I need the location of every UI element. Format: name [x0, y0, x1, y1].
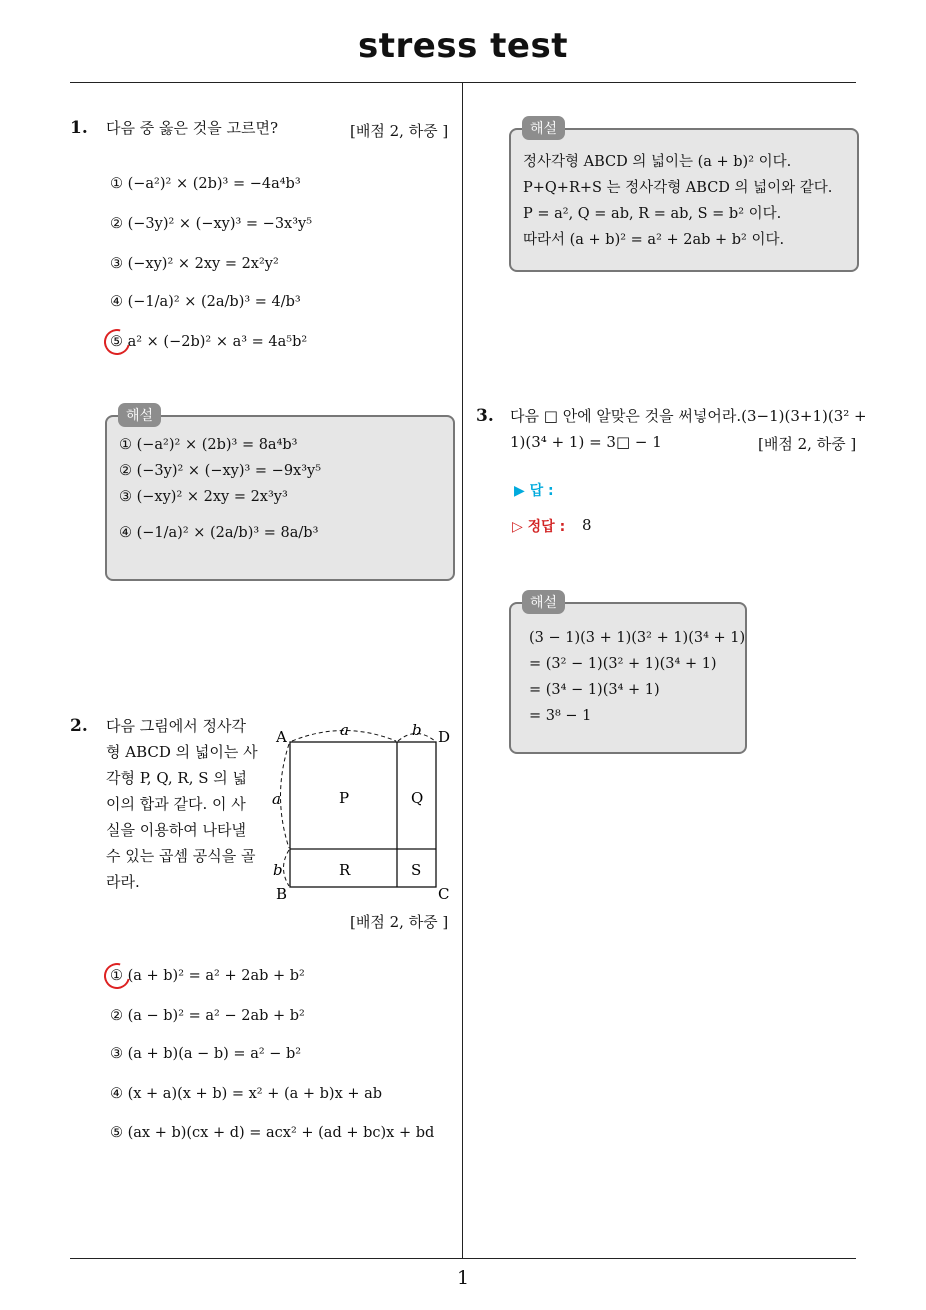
q2-number: 2. [70, 716, 88, 736]
label-S: S [411, 861, 422, 879]
q1-text: 다음 중 옳은 것을 고르면? [106, 119, 279, 137]
q2-option-5[interactable]: ⑤ (ax + b)(cx + d) = acx² + (ad + bc)x + bd [110, 1125, 435, 1141]
q3-answer-label: ▶ 답 : [514, 483, 554, 499]
q2-text-line: 각형 P, Q, R, S 의 넓 [106, 769, 248, 787]
q1-solution-line-3: ③ (−xy)² × 2xy = 2x³y³ [119, 489, 288, 505]
q2-text-line: 수 있는 곱셈 공식을 골 [106, 847, 256, 865]
label-Q: Q [411, 789, 424, 807]
q3-text-line-2: 1)(3⁴ + 1) = 3□ − 1 [510, 433, 662, 451]
q2-text-line: 이의 합과 같다. 이 사 [106, 795, 246, 813]
footer-rule [70, 1258, 856, 1259]
q3-solution-tag: 해설 [522, 590, 565, 614]
brace-b-left [284, 850, 290, 886]
q1-option-2[interactable]: ② (−3y)² × (−xy)³ = −3x³y⁵ [110, 216, 313, 232]
q2-meta: [배점 2, 하중 ] [350, 913, 449, 931]
q3-text-line-1: 다음 □ 안에 알맞은 것을 써넣어라.(3−1)(3+1)(3² + [510, 407, 867, 425]
q3-solution-line-1: (3 − 1)(3 + 1)(3² + 1)(3⁴ + 1) [529, 630, 746, 646]
q2-square-figure [270, 718, 460, 904]
q2-option-1[interactable]: ① (a + b)² = a² + 2ab + b² [110, 968, 305, 984]
q1-solution-line-4: ④ (−1/a)² × (2a/b)³ = 8a/b³ [119, 525, 319, 541]
q1-selected-mark [99, 324, 135, 360]
q1-solution-line-2: ② (−3y)² × (−xy)³ = −9x³y⁵ [119, 463, 322, 479]
q1-meta: [배점 2, 하중 ] [350, 122, 449, 140]
q2-solution-line-3: P = a², Q = ab, R = ab, S = b² 이다. [523, 206, 782, 222]
label-D: D [438, 728, 451, 746]
label-P: P [339, 789, 350, 807]
q3-correct-value: 8 [582, 516, 592, 534]
label-B: B [276, 885, 288, 903]
label-A: A [276, 728, 287, 746]
label-b-top: b [412, 721, 422, 739]
q1-solution-tag: 해설 [118, 403, 161, 427]
page-number: 1 [456, 1267, 470, 1289]
q2-solution-line-4: 따라서 (a + b)² = a² + 2ab + b² 이다. [523, 232, 785, 248]
q2-selected-mark [99, 958, 135, 994]
header-rule [70, 82, 856, 83]
column-divider [462, 83, 463, 1259]
q2-text [106, 713, 266, 895]
brace-a-left [281, 744, 290, 848]
q2-solution-box [509, 128, 859, 272]
label-R: R [339, 861, 351, 879]
q3-number: 3. [476, 406, 494, 426]
q1-option-4[interactable]: ④ (−1/a)² × (2a/b)³ = 4/b³ [110, 294, 301, 310]
q2-solution-line-1: 정사각형 ABCD 의 넓이는 (a + b)² 이다. [523, 154, 792, 170]
q2-text-line: 다음 그림에서 정사각 [106, 717, 246, 735]
q2-text-line: 형 ABCD 의 넓이는 사 [106, 743, 258, 761]
q3-solution-line-4: = 3⁸ − 1 [529, 708, 592, 724]
q2-option-4[interactable]: ④ (x + a)(x + b) = x² + (a + b)x + ab [110, 1086, 383, 1102]
q1-option-5[interactable]: ⑤ a² × (−2b)² × a³ = 4a⁵b² [110, 334, 308, 350]
q3-correct-label: ▷ 정답 : [512, 519, 566, 535]
q1-option-1[interactable]: ① (−a²)² × (2b)³ = −4a⁴b³ [110, 176, 301, 192]
q2-option-3[interactable]: ③ (a + b)(a − b) = a² − b² [110, 1046, 302, 1062]
q1-number: 1. [70, 118, 88, 138]
q2-option-2[interactable]: ② (a − b)² = a² − 2ab + b² [110, 1008, 305, 1024]
q3-solution-box [509, 602, 747, 754]
q2-text-line: 실을 이용하여 나타낼 [106, 821, 246, 839]
label-a-top: a [340, 721, 349, 739]
q3-solution-line-2: = (3² − 1)(3² + 1)(3⁴ + 1) [529, 656, 717, 672]
q3-solution-line-3: = (3⁴ − 1)(3⁴ + 1) [529, 682, 660, 698]
label-b-left: b [273, 861, 283, 879]
q1-solution-box [105, 415, 455, 581]
q3-meta: [배점 2, 하중 ] [758, 435, 857, 453]
q1-solution-line-1: ① (−a²)² × (2b)³ = 8a⁴b³ [119, 437, 298, 453]
q1-option-3[interactable]: ③ (−xy)² × 2xy = 2x²y² [110, 256, 279, 272]
label-a-left: a [272, 790, 281, 808]
q2-text-line: 라라. [106, 873, 140, 891]
q2-solution-line-2: P+Q+R+S 는 정사각형 ABCD 의 넓이와 같다. [523, 180, 833, 196]
q2-solution-tag: 해설 [522, 116, 565, 140]
label-C: C [438, 885, 450, 903]
page-title: stress test [358, 26, 568, 66]
